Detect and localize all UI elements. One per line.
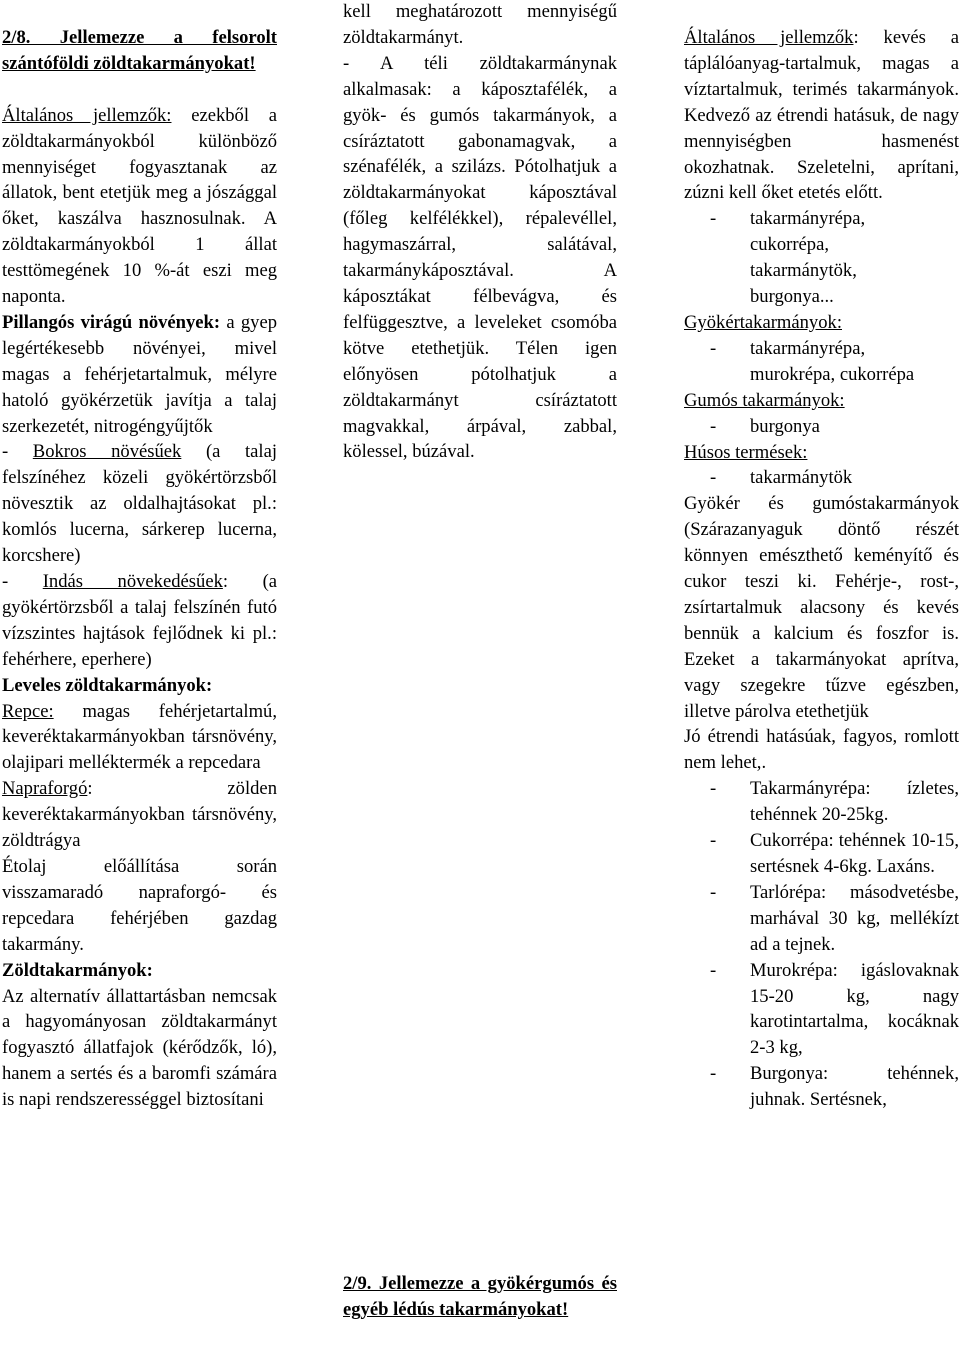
dash-marker: -: [710, 959, 717, 981]
bokros-label: Bokros növésűek: [32, 441, 182, 463]
husos-label: Húsos termések:: [684, 441, 808, 463]
repce-text: magas fehérjetartalmú, keveréktakarmányokban társnövény, olajipari melléktermék a repcedara: [2, 700, 277, 774]
list-item: [684, 414, 959, 440]
indas-paragraph: [2, 569, 277, 673]
general-text: ezekből a zöldtakarmányokból különböző mennyiséget fogyasztanak az állatok, bent etetjük meg a jószággal őket, kaszálva hasznosulnak. A zöldtakarmányokból 1 állat testtömegének 10 %-át eszi meg naponta.: [2, 104, 277, 308]
bokros-paragraph: [2, 439, 277, 569]
list-item: [684, 828, 959, 880]
general-label: Általános jellemzők:: [2, 104, 172, 126]
list-text: burgonya: [750, 415, 820, 437]
list-text: Cukorrépa: tehénnek 10-15, sertésnek 4-6kg. Laxáns.: [750, 830, 959, 877]
list-text: Tarlórépa: másodvetésbe, marhával 30 kg, mellékízt ad a tejnek.: [750, 881, 959, 955]
napraforgo-text: : zölden keveréktakarmányokban társnövény, zöldtrágya: [2, 778, 277, 852]
dash-marker: -: [710, 467, 717, 489]
list-item: [684, 880, 959, 958]
etolaj-paragraph: Étolaj előállítása során visszamaradó napraforgó- és repcedara fehérjében gazdag takarmány.: [2, 855, 277, 955]
zold-heading: Zöldtakarmányok:: [2, 959, 153, 981]
list-item: [684, 1061, 959, 1113]
list-item: [684, 465, 959, 491]
dash-prefix: -: [2, 571, 43, 593]
gyoker-gumo-paragraph: Gyökér és gumóstakarmányok (Szárazanyaguk döntő részét könnyen emészthető keményítő és cukor teszi ki. Fehérje-, rost-, zsírtartalmuk alacsony és kevés bennük a kalcium és foszfor is. Ezeket a takarmányokat aprítva, vagy szegekre tűzve egészben, illetve párolva etethetjük: [684, 493, 959, 722]
indas-text: : (a gyökértörzsből a talaj felszínén futó vízszintes hajtások fejlődnek ki pl.: fehérhere, eperhere): [2, 571, 278, 670]
list-text: takarmányrépa,: [750, 337, 866, 359]
pillangos-paragraph: [2, 310, 277, 440]
gyoker-label: Gyökértakarmányok:: [684, 311, 842, 333]
dash-marker: -: [710, 1063, 717, 1085]
leveles-heading: Leveles zöldtakarmányok:: [2, 674, 213, 696]
general-text: : kevés a táplálóanyag-tartalmuk, magas a víztartalmuk, terimés takarmányok. Kedvező az étrendi hatásuk, de nagy mennyiségben hasmenést okozhatnak. Szeletelni, aprítani, zúzni kell őket etetés előtt.: [684, 27, 959, 204]
continued-paragraph: kell meghatározott mennyiségű zöldtakarmányt.: [343, 1, 617, 48]
list-item: [684, 336, 959, 362]
list-text: Burgonya: tehénnek, juhnak. Sertésnek,: [750, 1063, 959, 1111]
list-item: [684, 776, 959, 828]
repce-paragraph: [2, 699, 277, 777]
indas-label: Indás növekedésűek: [42, 571, 223, 593]
column-3: [684, 25, 959, 1113]
column-1: [2, 25, 277, 1113]
bokros-text: (a talaj felszínéhez közeli gyökértörzsből növesztik az oldalhajtásokat pl.: komlós lucerna, sárkerep lucerna, korcshere): [2, 441, 277, 567]
list-item-continuation: cukorrépa,: [750, 234, 829, 256]
list-item-continuation: burgonya...: [750, 286, 834, 308]
spacer: [2, 77, 277, 103]
section-heading-2-9: 2/9. Jellemezze a gyökérgumós és egyéb lédús takarmányokat!: [343, 1273, 617, 1320]
pillangos-text: a gyep legértékesebb növényei, mivel magas a fehérjetartalmuk, mélyre hatoló gyökérzetük javítja a talaj szerkezetét, nitrogéngyűjtők: [2, 311, 277, 437]
teli-paragraph: - A téli zöldtakarmánynak alkalmasak: a káposztafélék, a gyök- és gumós takarmányok, a csíráztatott gabonamagvak, a szénafélék, a szilázs. Pótolhatjuk a zöldtakarmányokat káposztával (főleg kelfélékkel), répalevéllel, hagymaszárral, salátával, takarmánykáposztával. A káposztákat félbevágva, és felfüggesztve, a leveleket csomóba kötve etethetjük. Télen igen előnyösen pótolhatjuk a zöldtakarmányt csíráztatott magvakkal, árpával, zabbal, kölessel, búzával.: [343, 52, 617, 463]
gumos-label: Gumós takarmányok:: [684, 389, 845, 411]
napraforgo-paragraph: [2, 776, 277, 854]
dash-marker: -: [710, 830, 717, 852]
general-label: Általános jellemzők: [684, 27, 854, 48]
column-2: [343, 0, 617, 465]
general-paragraph: [684, 25, 959, 206]
dash-marker: -: [710, 337, 717, 359]
list-item-continuation: murokrépa, cukorrépa: [750, 363, 915, 385]
dash-marker: -: [710, 881, 717, 903]
list-text: Takarmányrépa: ízletes, tehénnek 20-25kg.: [750, 778, 959, 826]
section-heading-2-8: 2/8. Jellemezze a felsorolt szántóföldi zöldtakarmányokat!: [2, 27, 277, 74]
list-text: takarmánytök: [750, 467, 853, 489]
list-item-continuation: takarmánytök,: [750, 260, 857, 282]
napraforgo-label: Napraforgó: [2, 778, 88, 800]
pillangos-label: Pillangós virágú növények:: [2, 311, 221, 333]
general-paragraph: [2, 103, 277, 310]
etrendi-paragraph: Jó étrendi hatásúak, fagyos, romlott nem lehet,.: [684, 726, 959, 774]
list-item: [684, 206, 959, 232]
list-item: [684, 958, 959, 1062]
dash-marker: -: [710, 208, 717, 230]
dash-marker: -: [710, 415, 717, 437]
list-text: takarmányrépa,: [750, 208, 866, 230]
list-text: Murokrépa: igáslovaknak 15-20 kg, nagy karotintartalma, kocáknak 2-3 kg,: [750, 959, 959, 1059]
repce-label: Repce:: [2, 700, 54, 722]
dash-marker: -: [710, 778, 717, 800]
dash-prefix: -: [2, 441, 33, 463]
zold-paragraph: Az alternatív állattartásban nemcsak a hagyományosan zöldtakarmányt fogyasztó állatfajok (kérődzők, ló), hanem a sertés és a baromfi számára is napi rendszerességgel biztosítani: [2, 985, 277, 1111]
